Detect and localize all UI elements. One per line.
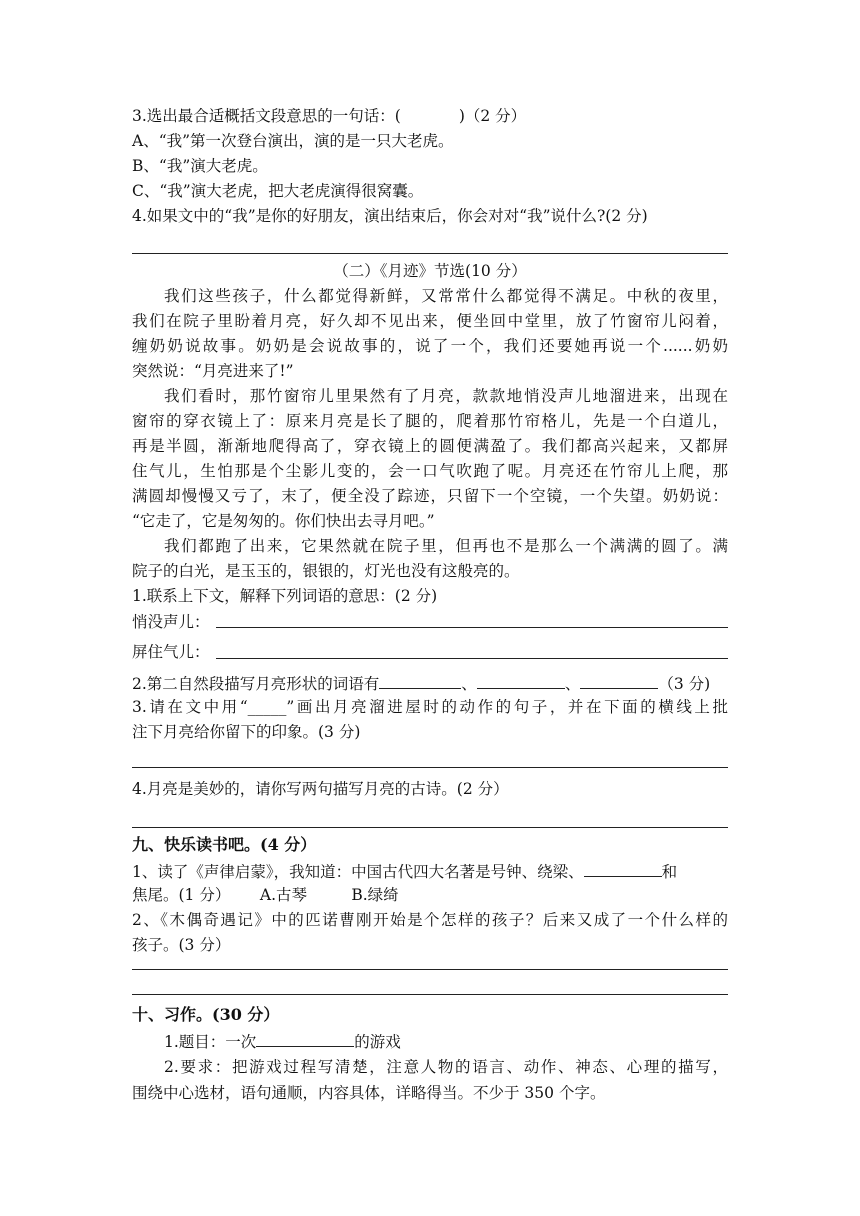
q4-answer-line[interactable] bbox=[132, 253, 728, 254]
q2-sep-1: 、 bbox=[461, 675, 477, 693]
s9-q1-suffix: 和 bbox=[661, 863, 678, 881]
passage-title: （二）《月迹》节选(10 分） bbox=[333, 262, 527, 280]
section9-heading: 九、快乐读书吧。(4 分） bbox=[132, 835, 317, 854]
q2-blank-2[interactable] bbox=[477, 670, 565, 689]
s9-q2-answer-line-2[interactable] bbox=[132, 994, 728, 995]
passage-q1: 1.联系上下文，解释下列词语的意思：(2 分) bbox=[132, 587, 438, 605]
q2-sep-2: 、 bbox=[564, 675, 581, 693]
q1-word1-label: 悄没声儿： bbox=[132, 613, 210, 631]
composition-requirements-line1: 2.要求：把游戏过程写清楚，注意人物的语言、动作、神态、心理的描写， bbox=[164, 1058, 728, 1076]
q3-option-a: A、“我”第一次登台演出，演的是一只大老虎。 bbox=[132, 132, 454, 150]
q2-blank-3[interactable] bbox=[580, 670, 658, 689]
q3-prefix: 3.选出最合适概括文段意思的一句话：( bbox=[132, 107, 401, 125]
q1-word2-label: 屏住气儿： bbox=[132, 643, 210, 661]
passage-line: 我们这些孩子，什么都觉得新鲜，又常常什么都觉得不满足。中秋的夜里， bbox=[164, 287, 728, 305]
q3-line bbox=[132, 104, 526, 128]
passage-line: 我们在院子里盼着月亮，好久却不见出来，便坐回中堂里，放了竹窗帘儿闷着， bbox=[132, 312, 728, 330]
q2-blank-1[interactable] bbox=[379, 670, 461, 689]
composition-topic bbox=[164, 1028, 401, 1054]
q3-answer-line[interactable] bbox=[132, 767, 728, 768]
s9-q2-answer-line-1[interactable] bbox=[132, 969, 728, 970]
q3-option-c: C、“我”演大老虎，把大老虎演得很窝囊。 bbox=[132, 182, 424, 200]
passage-line: 缠奶奶说故事。奶奶是会说故事的，说了一个，我们还要她再说一个......奶奶 bbox=[132, 337, 728, 355]
passage-q3-line1: 3.请在文中用“_____”画出月亮溜进屋时的动作的句子，并在下面的横线上批 bbox=[132, 698, 728, 716]
q3-option-b: B、“我”演大老虎。 bbox=[132, 157, 268, 175]
q3-suffix: )（2 分） bbox=[458, 107, 527, 125]
section9-q1-line2: 焦尾。(1 分） A.古琴 B.绿绮 bbox=[132, 886, 399, 904]
q1-word1-answer-line[interactable] bbox=[216, 627, 728, 628]
topic-prefix: 1.题目：一次 bbox=[164, 1033, 257, 1051]
section9-q1-line1 bbox=[132, 858, 677, 884]
topic-suffix: 的游戏 bbox=[354, 1033, 401, 1051]
passage-q2 bbox=[132, 670, 710, 696]
q2-prefix: 2.第二自然段描写月亮形状的词语有 bbox=[132, 675, 380, 693]
passage-line: 满圆却慢慢又亏了，末了，便全没了踪迹，只留下一个空镜，一个失望。奶奶说： bbox=[132, 487, 728, 505]
passage-q3-line2: 注下月亮给你留下的印象。(3 分) bbox=[132, 723, 361, 741]
passage-q4: 4.月亮是美妙的，请你写两句描写月亮的古诗。(2 分） bbox=[132, 780, 509, 798]
composition-requirements-line2: 围绕中心选材，语句通顺，内容具体，详略得当。不少于 350 个字。 bbox=[132, 1084, 606, 1102]
s9-q1-blank[interactable] bbox=[584, 858, 662, 877]
section9-q2-line1: 2、《木偶奇遇记》中的匹诺曹刚开始是个怎样的孩子？后来又成了一个什么样的 bbox=[132, 911, 728, 929]
passage-line: 再是半圆，渐渐地爬得高了，穿衣镜上的圆便满盈了。我们都高兴起来，又都屏 bbox=[132, 437, 728, 455]
q4-question: 4.如果文中的“我”是你的好朋友，演出结束后，你会对对“我”说什么?(2 分) bbox=[132, 207, 648, 225]
passage-line: 突然说：“月亮进来了!” bbox=[132, 362, 294, 380]
section10-heading: 十、习作。(30 分） bbox=[132, 1005, 280, 1024]
passage-line: 窗帘的穿衣镜上了：原来月亮是长了腿的，爬着那竹帘格儿，先是一个白道儿， bbox=[132, 412, 728, 430]
passage-line: 我们看时，那竹窗帘儿里果然有了月亮，款款地悄没声儿地溜进来，出现在 bbox=[164, 387, 728, 405]
q2-suffix: （3 分) bbox=[658, 675, 711, 693]
q1-word2-answer-line[interactable] bbox=[216, 658, 728, 659]
topic-blank[interactable] bbox=[256, 1028, 354, 1047]
passage-line: 我们都跑了出来，它果然就在院子里，但再也不是那么一个满满的圆了。满 bbox=[164, 537, 728, 555]
passage-line: “它走了，它是匆匆的。你们快出去寻月吧。” bbox=[132, 512, 435, 530]
passage-line: 院子的白光，是玉玉的，银银的，灯光也没有这般亮的。 bbox=[132, 562, 520, 580]
passage-line: 住气儿，生怕那是个尘影儿变的，会一口气吹跑了呢。月亮还在竹帘儿上爬，那 bbox=[132, 462, 728, 480]
s9-q1-prefix: 1、读了《声律启蒙》，我知道：中国古代四大名著是号钟、绕梁、 bbox=[132, 863, 584, 881]
q4-poem-answer-line[interactable] bbox=[132, 827, 728, 828]
section9-q2-line2: 孩子。(3 分） bbox=[132, 936, 231, 954]
